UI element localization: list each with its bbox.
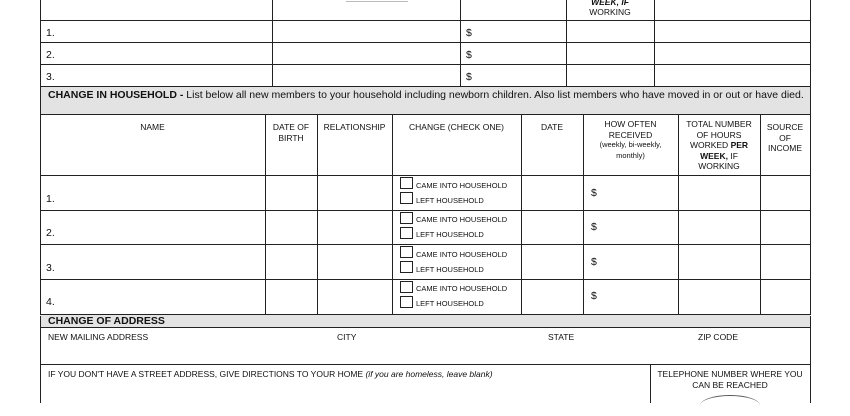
directions-label-plain: IF YOU DON'T HAVE A STREET ADDRESS, GIVE DIRECTIONS TO YOUR HOME — [48, 369, 364, 379]
row-number: 1. — [46, 27, 55, 39]
rule — [40, 316, 41, 403]
row-number: 3. — [46, 71, 55, 83]
col-header-hours-2: OF HOURS — [696, 129, 742, 140]
address-title: CHANGE OF ADDRESS — [48, 315, 165, 327]
left-household-checkbox[interactable] — [400, 261, 413, 273]
col-header-date: DATE — [540, 122, 564, 132]
rule — [272, 0, 273, 86]
rule — [810, 0, 811, 86]
rule — [392, 114, 393, 314]
household-title — [48, 90, 804, 101]
col-header-how-often-4: monthly) — [616, 150, 645, 160]
col-header-change: CHANGE (CHECK ONE) — [409, 122, 504, 132]
col-header-hours-5: WORKING — [698, 161, 740, 171]
col-header-source-1: SOURCE — [766, 122, 804, 132]
rule — [40, 20, 811, 21]
mailing-address-label: NEW MAILING ADDRESS — [48, 332, 149, 342]
row-number: 4. — [46, 296, 55, 308]
rule — [810, 316, 811, 403]
left-household-label: LEFT HOUSEHOLD — [416, 230, 484, 239]
col-header-how-often — [583, 119, 678, 161]
col-header-dob-2: BIRTH — [278, 132, 304, 143]
currency-symbol: $ — [466, 71, 472, 83]
currency-symbol: $ — [466, 27, 472, 39]
left-household-label: LEFT HOUSEHOLD — [416, 265, 484, 274]
household-title-bold: CHANGE IN HOUSEHOLD - — [48, 89, 184, 101]
rule — [460, 0, 461, 86]
currency-symbol: $ — [466, 49, 472, 61]
directions-label — [48, 369, 493, 380]
currency-symbol: $ — [591, 221, 597, 233]
left-household-checkbox[interactable] — [400, 227, 413, 239]
col-header-how-often-3: (weekly, bi-weekly, — [599, 140, 662, 149]
row-number: 2. — [46, 227, 55, 239]
col-header-hours-3-bold: PER — [730, 140, 749, 150]
currency-symbol: $ — [591, 256, 597, 268]
hours-header-partial: WEEK, IF — [591, 0, 629, 7]
phone-label — [650, 369, 810, 390]
area-code-parentheses — [700, 395, 760, 416]
row-number: 3. — [46, 262, 55, 274]
col-header-dob-1: DATE OF — [272, 122, 310, 132]
col-header-hours — [678, 119, 760, 172]
col-header-source-2: OF — [779, 132, 791, 143]
col-header-hours-1: TOTAL NUMBER — [686, 119, 752, 129]
came-into-household-label: CAME INTO HOUSEHOLD — [416, 215, 508, 224]
col-header-hours-4 — [678, 151, 760, 162]
state-label: STATE — [548, 332, 575, 342]
rule — [40, 42, 811, 43]
col-header-hours-3 — [678, 140, 760, 151]
hours-header-partial-2: WORKING — [589, 7, 631, 17]
rule — [40, 327, 811, 328]
row-number: 2. — [46, 49, 55, 61]
came-into-household-label: CAME INTO HOUSEHOLD — [416, 181, 508, 190]
col-header-relationship: RELATIONSHIP — [323, 122, 386, 132]
row-number: 1. — [46, 193, 55, 205]
rule — [346, 1, 408, 2]
currency-symbol: $ — [591, 290, 597, 302]
col-header-dob — [265, 122, 317, 143]
rule — [40, 244, 811, 245]
directions-label-italic: (if you are homeless, leave blank) — [365, 369, 493, 379]
col-header-name: NAME — [140, 122, 165, 132]
rule — [317, 114, 318, 314]
city-label: CITY — [337, 332, 357, 342]
came-into-household-checkbox[interactable] — [400, 177, 413, 189]
left-household-checkbox[interactable] — [400, 296, 413, 308]
currency-symbol: $ — [591, 187, 597, 199]
rule — [521, 114, 522, 314]
left-household-label: LEFT HOUSEHOLD — [416, 196, 484, 205]
household-instructions: List below all new members to your household including newborn children. Also list members who have moved in or out or have died. — [186, 89, 804, 101]
rule — [810, 87, 811, 316]
col-header-how-often-1: HOW OFTEN — [604, 119, 657, 129]
col-header-hours-4-bold: WEEK, — [700, 150, 728, 161]
rule — [40, 210, 811, 211]
left-household-checkbox[interactable] — [400, 192, 413, 204]
col-header-source-3: INCOME — [768, 143, 802, 153]
col-header-hours-3-plain: WORKED — [689, 140, 729, 150]
rule — [40, 0, 41, 86]
rule — [40, 114, 811, 115]
col-header-hours-4-plain: IF — [730, 150, 738, 161]
rule — [654, 0, 655, 86]
came-into-household-label: CAME INTO HOUSEHOLD — [416, 250, 508, 259]
col-header-source — [760, 122, 810, 154]
rule — [265, 114, 266, 314]
phone-label-2: CAN BE REACHED — [692, 379, 768, 390]
phone-label-1: TELEPHONE NUMBER WHERE YOU — [657, 369, 803, 379]
rule — [40, 175, 811, 176]
rule — [40, 364, 811, 365]
zip-code-label: ZIP CODE — [698, 332, 738, 342]
came-into-household-label: CAME INTO HOUSEHOLD — [416, 284, 508, 293]
rule — [40, 279, 811, 280]
col-header-how-often-2: RECEIVED — [608, 129, 653, 140]
came-into-household-checkbox[interactable] — [400, 281, 413, 293]
came-into-household-checkbox[interactable] — [400, 246, 413, 258]
came-into-household-checkbox[interactable] — [400, 212, 413, 224]
rule — [40, 64, 811, 65]
left-household-label: LEFT HOUSEHOLD — [416, 299, 484, 308]
